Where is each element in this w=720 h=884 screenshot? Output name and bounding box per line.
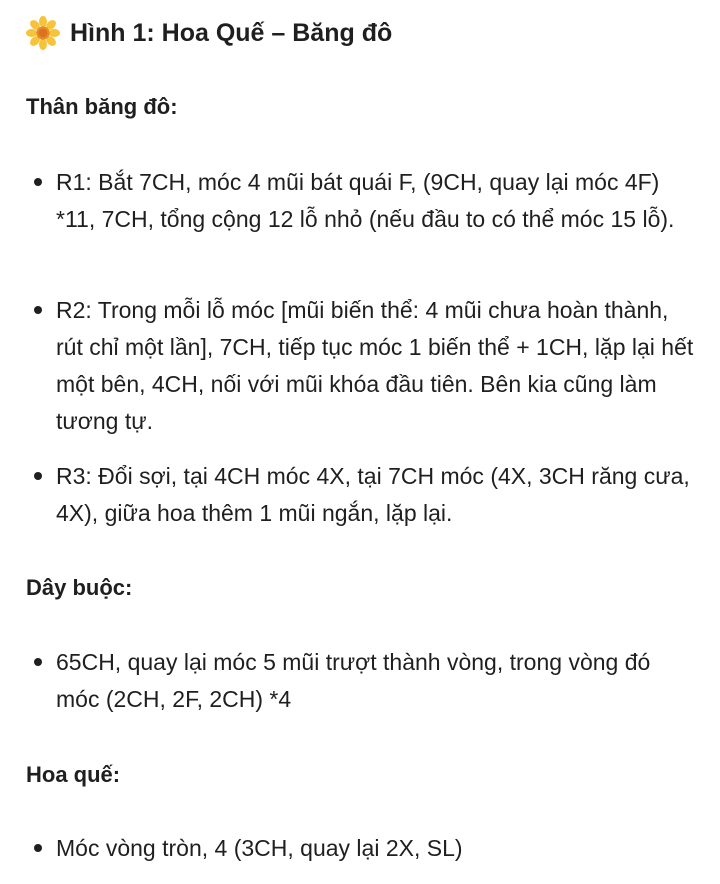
list-item: R3: Đổi sợi, tại 4CH móc 4X, tại 7CH móc (4X, 3CH răng cưa, 4X), giữa hoa thêm 1 mũi ngắn, lặp lại.: [34, 458, 699, 532]
section-heading-ties: Dây buộc:: [26, 575, 133, 600]
sunflower-icon: [26, 16, 60, 50]
section-heading-body: Thân băng đô:: [26, 94, 178, 119]
list-item: 65CH, quay lại móc 5 mũi trượt thành vòng, trong vòng đó móc (2CH, 2F, 2CH) *4: [34, 644, 699, 718]
bullet-icon: [34, 472, 42, 480]
bullet-icon: [34, 178, 42, 186]
bullet-icon: [34, 306, 42, 314]
bullet-icon: [34, 658, 42, 666]
page-title: [26, 16, 392, 50]
title-text: Hình 1: Hoa Quế – Băng đô: [70, 18, 393, 47]
section-heading-flower: Hoa quế:: [26, 762, 121, 787]
list-item: R2: Trong mỗi lỗ móc [mũi biến thể: 4 mũi chưa hoàn thành, rút chỉ một lần], 7CH, tiếp tục móc 1 biến thể + 1CH, lặp lại hết một bên, 4CH, nối với mũi khóa đầu tiên. Bên kia cũng làm tương tự.: [34, 292, 699, 440]
list-item: Móc vòng tròn, 4 (3CH, quay lại 2X, SL): [34, 830, 699, 867]
list-item: R1: Bắt 7CH, móc 4 mũi bát quái F, (9CH, quay lại móc 4F) *11, 7CH, tổng cộng 12 lỗ nhỏ (nếu đầu to có thể móc 15 lỗ).: [34, 164, 699, 238]
bullet-icon: [34, 844, 42, 852]
